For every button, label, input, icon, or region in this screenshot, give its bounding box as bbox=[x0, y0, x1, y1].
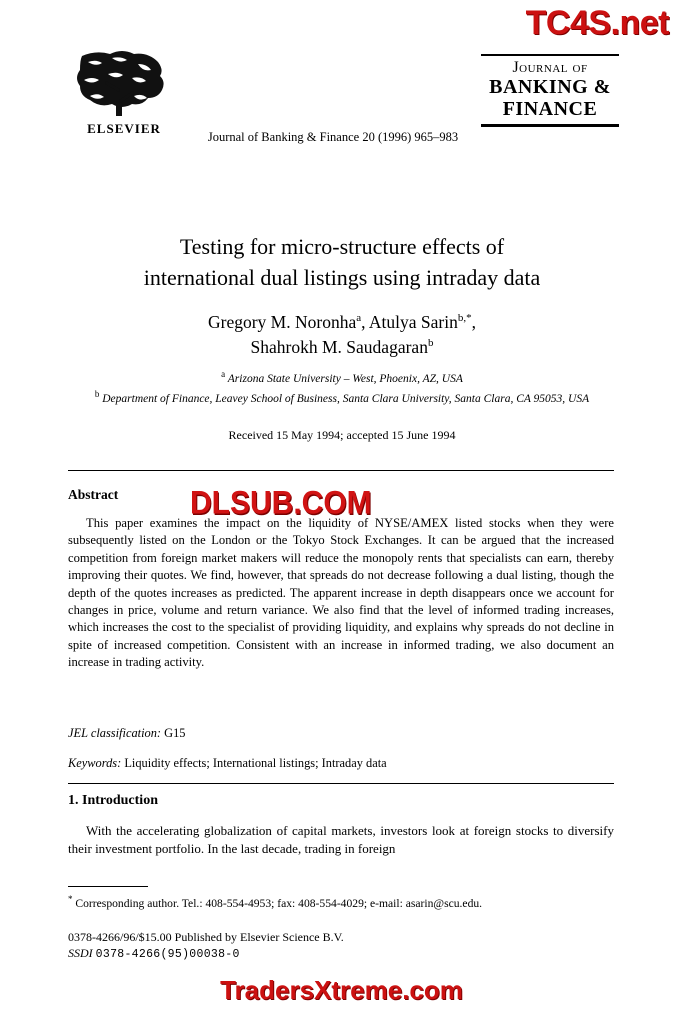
journal-logo-line2: BANKING & bbox=[489, 76, 611, 98]
keywords bbox=[68, 756, 614, 771]
author-2-name: Atulya Sarin bbox=[368, 312, 458, 332]
author-2-affil-marker: b,* bbox=[457, 312, 472, 325]
section-text-introduction: With the accelerating globalization of capital markets, investors look at foreign stocks to diversify their investment portfolio. In the last decade, trading in foreign bbox=[68, 823, 614, 857]
ssdi-label: SSDI bbox=[68, 946, 93, 960]
jel-classification bbox=[68, 726, 614, 741]
jel-label: JEL classification: bbox=[68, 726, 162, 740]
author-list bbox=[58, 310, 626, 360]
watermark-center: DLSUB.COM bbox=[190, 485, 372, 522]
title-line-1: Testing for micro-structure effects of bbox=[179, 234, 505, 259]
received-dates: Received 15 May 1994; accepted 15 June 1994 bbox=[228, 428, 456, 442]
divider-above-introduction bbox=[68, 783, 614, 784]
elsevier-logo bbox=[68, 48, 180, 137]
page-title bbox=[58, 232, 626, 294]
jel-value: G15 bbox=[164, 726, 186, 740]
watermark-bottom: TradersXtreme.com bbox=[220, 975, 463, 1005]
divider-above-abstract bbox=[68, 470, 614, 471]
footnote-rule bbox=[68, 886, 148, 887]
author-3-affil-marker: b bbox=[427, 337, 434, 350]
abstract-heading: Abstract bbox=[68, 487, 119, 502]
journal-logo-line3: FINANCE bbox=[502, 97, 598, 120]
journal-logo-rule-top bbox=[481, 54, 619, 56]
footnote-text: Corresponding author. Tel.: 408-554-4953; fax: 408-554-4029; e-mail: asarin@scu.edu. bbox=[75, 896, 483, 910]
copyright-line: 0378-4266/96/$15.00 Published by Elsevier Science B.V. bbox=[68, 930, 344, 944]
journal-header bbox=[60, 48, 625, 158]
abstract-text: This paper examines the impact on the liquidity of NYSE/AMEX listed stocks when they were subsequently listed on the London or the Tokyo Stock Exchanges. It can be argued that the increased competition from foreign market makers will reduce the monopoly rents that specialists can earn, thereby improving their quotes. We find, however, that spreads do not decrease following a dual listing, though the depth of the quotes increases as predicted. The apparent increase in depth disappears once we account for changes in price, volume and return variance. We also find that the level of informed trading increases, which increases the cost to the specialist of providing liquidity, and explains why spreads do not decline in spite of increased competition. Consistent with an increase in informed trading, we also document an increase in trading activity. bbox=[68, 516, 614, 669]
affiliations bbox=[58, 368, 626, 407]
author-line-1: Gregory M. Noronha$^a$, Atulya Sarin$^{b,*}$, bbox=[208, 312, 476, 332]
affiliation-a-text: Arizona State University – West, Phoenix, AZ, USA bbox=[227, 372, 463, 385]
keywords-label: Keywords: bbox=[68, 756, 122, 770]
affiliation-a bbox=[58, 368, 626, 388]
affiliation-b-marker: b bbox=[94, 388, 100, 399]
title-line-2: international dual listings using intraday data bbox=[143, 264, 541, 290]
journal-logo bbox=[481, 54, 619, 127]
affiliation-a-marker: a bbox=[221, 369, 226, 379]
author-line-2 bbox=[58, 335, 626, 360]
elsevier-wordmark: ELSEVIER bbox=[87, 121, 161, 136]
journal-logo-line1: Journal of bbox=[512, 59, 588, 76]
ssdi-line bbox=[68, 946, 240, 961]
author-3-name: Shahrokh M. Saudagaran bbox=[250, 336, 428, 357]
journal-citation: Journal of Banking & Finance 20 (1996) 965–983 bbox=[207, 130, 459, 144]
author-1-name: Gregory M. Noronha bbox=[208, 312, 357, 332]
journal-logo-rule-bottom bbox=[481, 124, 619, 127]
section-heading-introduction: 1. Introduction bbox=[68, 793, 158, 808]
footnote-marker: * bbox=[68, 894, 73, 904]
ssdi-value: 0378-4266(95)00038-0 bbox=[95, 948, 240, 961]
author-1-affil-marker: a bbox=[356, 312, 362, 325]
corresponding-author-footnote bbox=[68, 893, 614, 912]
affiliation-b bbox=[58, 388, 626, 408]
watermark-top-right: TC4S.net bbox=[525, 4, 669, 42]
keywords-value: Liquidity effects; International listings; Intraday data bbox=[124, 756, 387, 770]
affiliation-b-text: Department of Finance, Leavey School of Business, Santa Clara University, Santa Clara, CA 95053, USA bbox=[102, 392, 590, 405]
elsevier-tree-icon bbox=[68, 48, 174, 120]
